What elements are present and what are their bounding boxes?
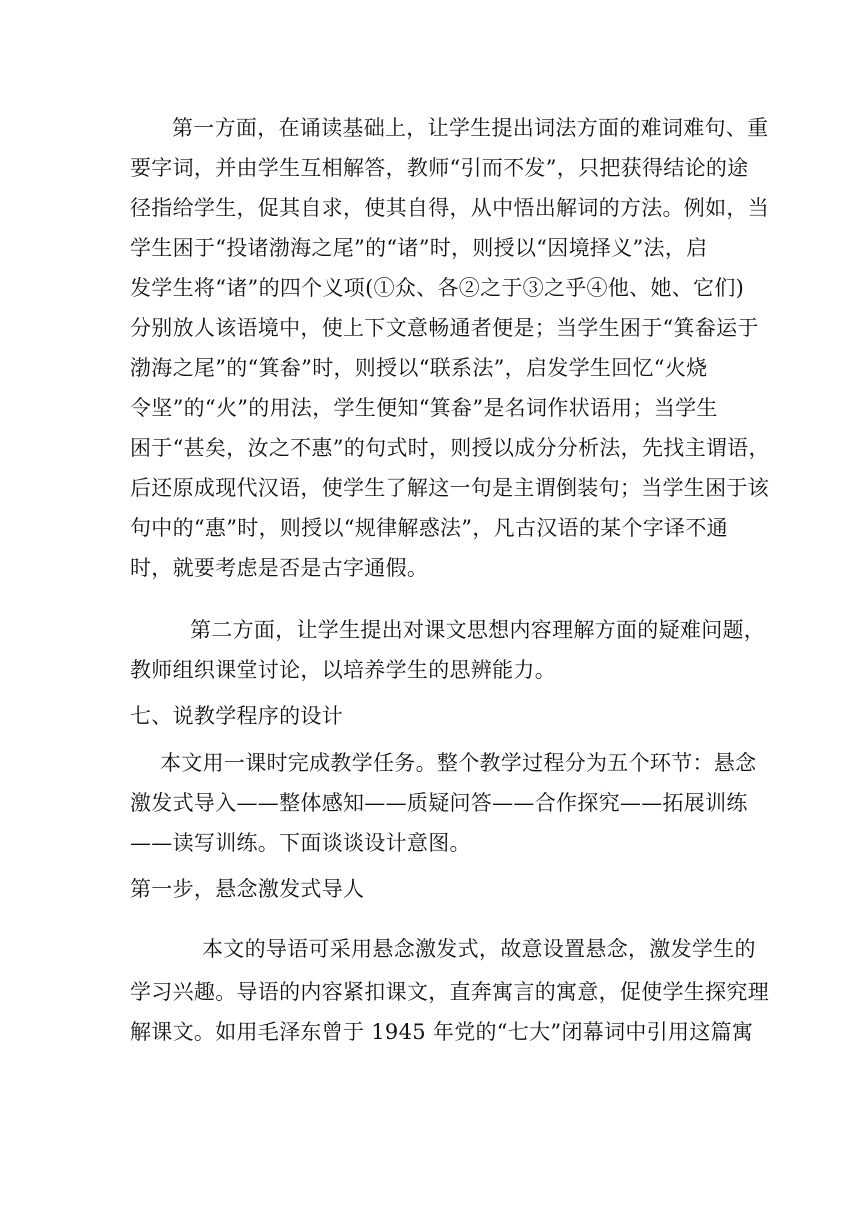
- text-line: 激发式导入——整体感知——质疑问答——合作探究——拓展训练: [130, 791, 748, 815]
- text-line: 时，就要考虑是否是古字通假。: [130, 556, 429, 580]
- text-line: 分别放人该语境中，使上下文意畅通者便是；当学生困于“箕畚运于: [130, 316, 759, 340]
- text-line: 学习兴趣。导语的内容紧扣课文，直奔寓言的寓意，促使学生探究理: [130, 980, 769, 1004]
- text-line: 第二方面，让学生提出对课文思想内容理解方面的疑难问题，: [190, 618, 766, 642]
- text-line: 后还原成现代汉语，使学生了解这一句是主谓倒装句；当学生困于该: [130, 476, 769, 500]
- text-line: ——读写训练。下面谈谈设计意图。: [130, 831, 471, 855]
- text-line: 本文用一课时完成教学任务。整个教学过程分为五个环节：悬念: [160, 751, 757, 775]
- text-line: 渤海之尾”的“箕畚”时，则授以“联系法”，启发学生回忆“火烧: [130, 356, 708, 380]
- text-line: 困于“甚矣，汝之不惠”的句式时，则授以成分分析法，先找主谓语，: [130, 436, 770, 460]
- text-line: 令坚”的“火”的用法，学生便知“箕畚”是名词作状语用；当学生: [130, 396, 718, 420]
- text-line: 解课文。如用毛泽东曾于 1945 年党的“七大”闭幕词中引用这篇寓: [130, 1020, 754, 1044]
- text-line: 要字词，并由学生互相解答，教师“引而不发”，只把获得结论的途: [130, 156, 749, 180]
- text-line: 教师组织课堂讨论，以培养学生的思辨能力。: [130, 658, 556, 682]
- text-line: 学生困于“投诸渤海之尾”的“诸”时，则授以“因境择义”法，启: [130, 236, 708, 260]
- step-heading: 第一步，悬念激发式导人: [130, 877, 365, 901]
- text-line: 径指给学生，促其自求，使其自得，从中悟出解词的方法。例如，当: [130, 196, 769, 220]
- text-line: 本文的导语可采用悬念激发式，故意设置悬念，激发学生的: [202, 937, 756, 961]
- text-line: 句中的“惠”时，则授以“规律解惑法”，凡古汉语的某个字译不通: [130, 516, 728, 540]
- text-line: 发学生将“诸”的四个义项(①众、各②之于③之乎④他、她、它们): [130, 276, 745, 300]
- section-heading: 七、说教学程序的设计: [130, 704, 343, 728]
- text-line: 第一方面，在诵读基础上，让学生提出词法方面的难词难句、重: [172, 116, 769, 140]
